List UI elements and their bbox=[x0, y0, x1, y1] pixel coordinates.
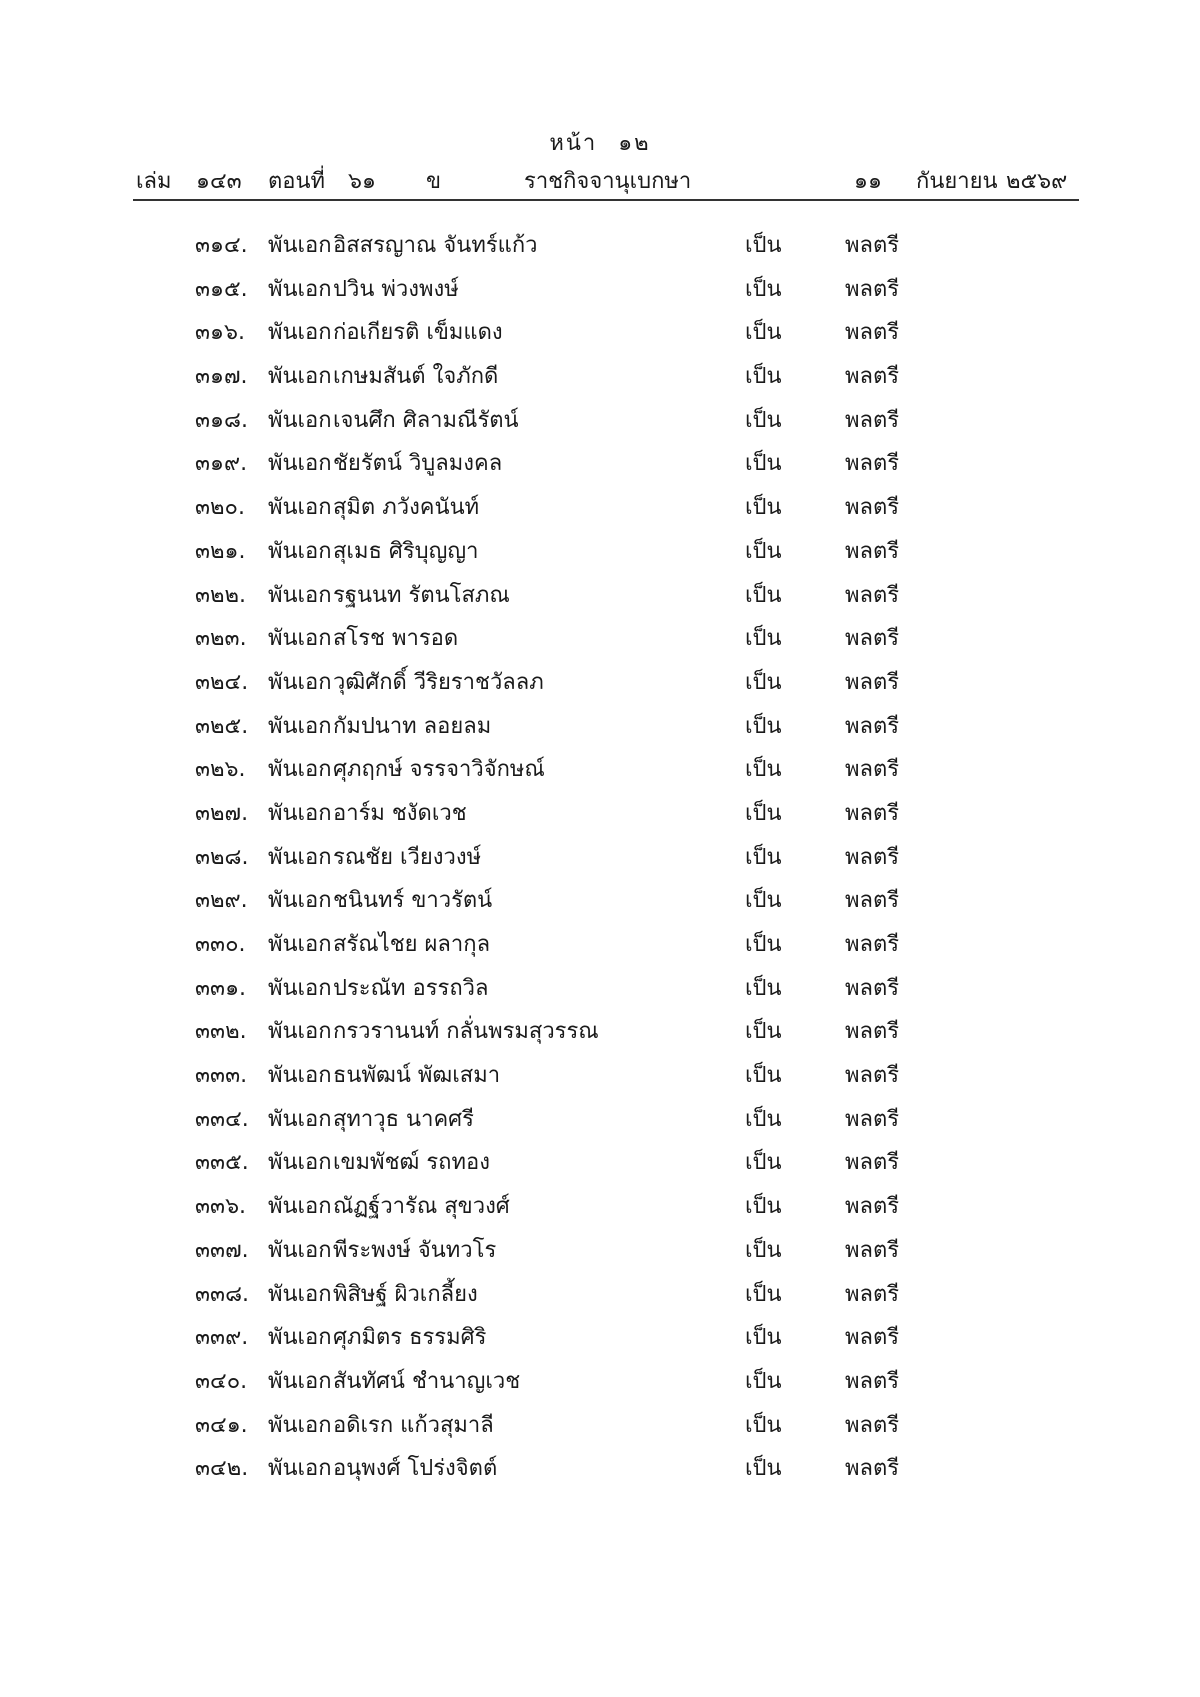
current-rank: พันเอก bbox=[268, 276, 332, 302]
entry-number: ๓๓๔. bbox=[195, 1106, 249, 1132]
current-rank: พันเอก bbox=[268, 538, 332, 564]
list-item bbox=[0, 1315, 1200, 1359]
entry-number: ๓๒๕. bbox=[195, 713, 249, 739]
promotion-verb: เป็น bbox=[745, 757, 782, 783]
entry-number: ๓๑๕. bbox=[195, 276, 248, 302]
entry-number: ๓๓๒. bbox=[195, 1019, 247, 1045]
new-rank: พลตรี bbox=[845, 1019, 900, 1045]
current-rank: พันเอก bbox=[268, 669, 332, 695]
new-rank: พลตรี bbox=[845, 888, 900, 914]
person-name: เจนศึก ศิลามณีรัตน์ bbox=[333, 407, 519, 433]
entry-number: ๓๑๙. bbox=[195, 451, 248, 477]
promotion-verb: เป็น bbox=[745, 844, 782, 870]
promotion-verb: เป็น bbox=[745, 1412, 782, 1438]
new-rank: พลตรี bbox=[845, 407, 900, 433]
current-rank: พันเอก bbox=[268, 1194, 332, 1220]
person-name: ปวิน พ่วงพงษ์ bbox=[333, 276, 459, 302]
entry-number: ๓๓๑. bbox=[195, 975, 247, 1001]
new-rank: พลตรี bbox=[845, 1063, 900, 1089]
date-month: กันยายน bbox=[916, 169, 998, 194]
new-rank: พลตรี bbox=[845, 757, 900, 783]
promotion-verb: เป็น bbox=[745, 1281, 782, 1307]
person-name: ศุภฤกษ์ จรรจาวิจักษณ์ bbox=[333, 757, 545, 783]
person-name: ศุภมิตร ธรรมศิริ bbox=[333, 1325, 487, 1351]
new-rank: พลตรี bbox=[845, 582, 900, 608]
promotion-verb: เป็น bbox=[745, 407, 782, 433]
person-name: กัมปนาท ลอยลม bbox=[333, 713, 492, 739]
current-rank: พันเอก bbox=[268, 364, 332, 390]
promotion-verb: เป็น bbox=[745, 538, 782, 564]
list-item bbox=[0, 704, 1200, 748]
promotion-verb: เป็น bbox=[745, 1019, 782, 1045]
list-item bbox=[0, 1140, 1200, 1184]
current-rank: พันเอก bbox=[268, 233, 332, 258]
promotion-verb: เป็น bbox=[745, 800, 782, 826]
entry-number: ๓๒๑. bbox=[195, 538, 246, 564]
new-rank: พลตรี bbox=[845, 844, 900, 870]
list-item bbox=[0, 1009, 1200, 1053]
new-rank: พลตรี bbox=[845, 713, 900, 739]
list-item bbox=[0, 267, 1200, 311]
person-name: พีระพงษ์ จันทวโร bbox=[333, 1237, 497, 1263]
entry-number: ๓๒๔. bbox=[195, 669, 249, 695]
current-rank: พันเอก bbox=[268, 1281, 332, 1307]
promotion-verb: เป็น bbox=[745, 233, 782, 258]
person-name: วุฒิศักดิ์ วีริยราชวัลลภ bbox=[333, 669, 544, 695]
current-rank: พันเอก bbox=[268, 800, 332, 826]
volume-number: ๑๔๓ bbox=[196, 169, 242, 194]
promotion-verb: เป็น bbox=[745, 713, 782, 739]
page-number-label: หน้า bbox=[549, 131, 598, 156]
list-item bbox=[0, 660, 1200, 704]
current-rank: พันเอก bbox=[268, 1106, 332, 1132]
current-rank: พันเอก bbox=[268, 1456, 332, 1482]
page-number bbox=[0, 125, 1200, 160]
current-rank: พันเอก bbox=[268, 1368, 332, 1394]
list-item bbox=[0, 878, 1200, 922]
current-rank: พันเอก bbox=[268, 1325, 332, 1351]
entry-number: ๓๓๙. bbox=[195, 1325, 249, 1351]
promotion-verb: เป็น bbox=[745, 1150, 782, 1176]
promotion-verb: เป็น bbox=[745, 364, 782, 390]
current-rank: พันเอก bbox=[268, 713, 332, 739]
new-rank: พลตรี bbox=[845, 320, 900, 346]
entry-number: ๓๒๗. bbox=[195, 800, 249, 826]
promotion-verb: เป็น bbox=[745, 1106, 782, 1132]
person-name: รณชัย เวียงวงษ์ bbox=[333, 844, 482, 870]
current-rank: พันเอก bbox=[268, 451, 332, 477]
entry-number: ๓๑๘. bbox=[195, 407, 248, 433]
current-rank: พันเอก bbox=[268, 757, 332, 783]
new-rank: พลตรี bbox=[845, 364, 900, 390]
new-rank: พลตรี bbox=[845, 975, 900, 1001]
header-divider bbox=[133, 199, 1079, 201]
person-name: ณัฏฐ์วารัณ สุขวงศ์ bbox=[333, 1194, 510, 1220]
promotion-verb: เป็น bbox=[745, 495, 782, 521]
person-name: ชัยรัตน์ วิบูลมงคล bbox=[333, 451, 503, 477]
list-item bbox=[0, 1184, 1200, 1228]
current-rank: พันเอก bbox=[268, 1019, 332, 1045]
promotion-list bbox=[0, 223, 1200, 1490]
new-rank: พลตรี bbox=[845, 1281, 900, 1307]
current-rank: พันเอก bbox=[268, 1237, 332, 1263]
entry-number: ๓๓๐. bbox=[195, 932, 246, 957]
new-rank: พลตรี bbox=[845, 1325, 900, 1351]
list-item bbox=[0, 747, 1200, 791]
entry-number: ๓๓๘. bbox=[195, 1281, 250, 1307]
entry-number: ๓๔๑. bbox=[195, 1412, 248, 1438]
new-rank: พลตรี bbox=[845, 276, 900, 302]
person-name: อดิเรก แก้วสุมาลี bbox=[333, 1412, 494, 1438]
new-rank: พลตรี bbox=[845, 451, 900, 477]
person-name: อนุพงศ์ โปร่งจิตต์ bbox=[333, 1456, 498, 1482]
new-rank: พลตรี bbox=[845, 1194, 900, 1220]
person-name: สุทาวุธ นาคศรี bbox=[333, 1106, 474, 1132]
list-item bbox=[0, 1272, 1200, 1316]
entry-number: ๓๒๓. bbox=[195, 626, 247, 652]
person-name: อาร์ม ชงัดเวช bbox=[333, 800, 467, 826]
entry-number: ๓๓๖. bbox=[195, 1194, 247, 1220]
entry-number: ๓๒๐. bbox=[195, 495, 245, 521]
list-item bbox=[0, 1097, 1200, 1141]
current-rank: พันเอก bbox=[268, 1150, 332, 1176]
person-name: อิสสรญาณ จันทร์แก้ว bbox=[333, 233, 538, 258]
list-item bbox=[0, 223, 1200, 267]
new-rank: พลตรี bbox=[845, 932, 900, 957]
new-rank: พลตรี bbox=[845, 495, 900, 521]
list-item bbox=[0, 1446, 1200, 1490]
entry-number: ๓๔๒. bbox=[195, 1456, 249, 1482]
current-rank: พันเอก bbox=[268, 1412, 332, 1438]
current-rank: พันเอก bbox=[268, 320, 332, 346]
promotion-verb: เป็น bbox=[745, 1456, 782, 1482]
promotion-verb: เป็น bbox=[745, 582, 782, 608]
entry-number: ๓๒๒. bbox=[195, 582, 247, 608]
new-rank: พลตรี bbox=[845, 1368, 900, 1394]
entry-number: ๓๒๘. bbox=[195, 844, 249, 870]
current-rank: พันเอก bbox=[268, 932, 332, 957]
promotion-verb: เป็น bbox=[745, 320, 782, 346]
current-rank: พันเอก bbox=[268, 1063, 332, 1089]
person-name: ธนพัฒน์ พัฒเสมา bbox=[333, 1063, 501, 1089]
person-name: ก่อเกียรติ เข็มแดง bbox=[333, 320, 503, 346]
new-rank: พลตรี bbox=[845, 626, 900, 652]
entry-number: ๓๒๖. bbox=[195, 757, 246, 783]
new-rank: พลตรี bbox=[845, 669, 900, 695]
list-item bbox=[0, 616, 1200, 660]
new-rank: พลตรี bbox=[845, 1237, 900, 1263]
entry-number: ๓๒๙. bbox=[195, 888, 248, 914]
volume-label: เล่ม bbox=[136, 169, 172, 194]
entry-number: ๓๔๐. bbox=[195, 1368, 248, 1394]
issue-label: ตอนที่ bbox=[268, 169, 326, 194]
current-rank: พันเอก bbox=[268, 626, 332, 652]
promotion-verb: เป็น bbox=[745, 1237, 782, 1263]
issue-number: ๖๑ bbox=[348, 169, 376, 194]
current-rank: พันเอก bbox=[268, 582, 332, 608]
current-rank: พันเอก bbox=[268, 407, 332, 433]
entry-number: ๓๓๗. bbox=[195, 1237, 249, 1263]
promotion-verb: เป็น bbox=[745, 1063, 782, 1089]
promotion-verb: เป็น bbox=[745, 1194, 782, 1220]
section-letter: ข bbox=[426, 169, 442, 194]
promotion-verb: เป็น bbox=[745, 1325, 782, 1351]
promotion-verb: เป็น bbox=[745, 626, 782, 652]
person-name: สันทัศน์ ชำนาญเวช bbox=[333, 1368, 521, 1394]
new-rank: พลตรี bbox=[845, 1106, 900, 1132]
new-rank: พลตรี bbox=[845, 800, 900, 826]
person-name: สโรช พารอด bbox=[333, 626, 459, 652]
person-name: ชนินทร์ ขาวรัตน์ bbox=[333, 888, 493, 914]
entry-number: ๓๑๗. bbox=[195, 364, 248, 390]
promotion-verb: เป็น bbox=[745, 669, 782, 695]
gazette-title: ราชกิจจานุเบกษา bbox=[524, 169, 692, 194]
date-day: ๑๑ bbox=[854, 169, 882, 194]
new-rank: พลตรี bbox=[845, 1150, 900, 1176]
person-name: เกษมสันต์ ใจภักดี bbox=[333, 364, 499, 390]
person-name: สุเมธ ศิริบุญญา bbox=[333, 538, 479, 564]
list-item bbox=[0, 441, 1200, 485]
list-item bbox=[0, 1053, 1200, 1097]
new-rank: พลตรี bbox=[845, 233, 900, 258]
page-number-value: ๑๒ bbox=[618, 131, 651, 156]
person-name: กรวรานนท์ กลั่นพรมสุวรรณ bbox=[333, 1019, 599, 1045]
list-item bbox=[0, 1403, 1200, 1447]
gazette-header bbox=[136, 163, 1076, 197]
person-name: ประณัท อรรถวิล bbox=[333, 975, 489, 1001]
promotion-verb: เป็น bbox=[745, 932, 782, 957]
list-item bbox=[0, 1359, 1200, 1403]
person-name: พิสิษฐ์ ผิวเกลี้ยง bbox=[333, 1281, 478, 1307]
entry-number: ๓๑๔. bbox=[195, 233, 248, 258]
new-rank: พลตรี bbox=[845, 1456, 900, 1482]
person-name: รฐนนท รัตนโสภณ bbox=[333, 582, 510, 608]
list-item bbox=[0, 966, 1200, 1010]
list-item bbox=[0, 485, 1200, 529]
current-rank: พันเอก bbox=[268, 844, 332, 870]
new-rank: พลตรี bbox=[845, 1412, 900, 1438]
list-item bbox=[0, 922, 1200, 966]
current-rank: พันเอก bbox=[268, 975, 332, 1001]
list-item bbox=[0, 354, 1200, 398]
person-name: เขมพัชฒ์ รถทอง bbox=[333, 1150, 490, 1176]
promotion-verb: เป็น bbox=[745, 451, 782, 477]
list-item bbox=[0, 835, 1200, 879]
entry-number: ๓๓๕. bbox=[195, 1150, 249, 1176]
promotion-verb: เป็น bbox=[745, 975, 782, 1001]
current-rank: พันเอก bbox=[268, 888, 332, 914]
list-item bbox=[0, 1228, 1200, 1272]
promotion-verb: เป็น bbox=[745, 276, 782, 302]
person-name: สรัณไชย ผลากุล bbox=[333, 932, 491, 957]
person-name: สุมิต ภวังคนันท์ bbox=[333, 495, 480, 521]
date-year: ๒๕๖๙ bbox=[1006, 169, 1068, 194]
list-item bbox=[0, 398, 1200, 442]
list-item bbox=[0, 573, 1200, 617]
promotion-verb: เป็น bbox=[745, 888, 782, 914]
current-rank: พันเอก bbox=[268, 495, 332, 521]
entry-number: ๓๑๖. bbox=[195, 320, 245, 346]
promotion-verb: เป็น bbox=[745, 1368, 782, 1394]
new-rank: พลตรี bbox=[845, 538, 900, 564]
entry-number: ๓๓๓. bbox=[195, 1063, 248, 1089]
list-item bbox=[0, 791, 1200, 835]
list-item bbox=[0, 310, 1200, 354]
list-item bbox=[0, 529, 1200, 573]
